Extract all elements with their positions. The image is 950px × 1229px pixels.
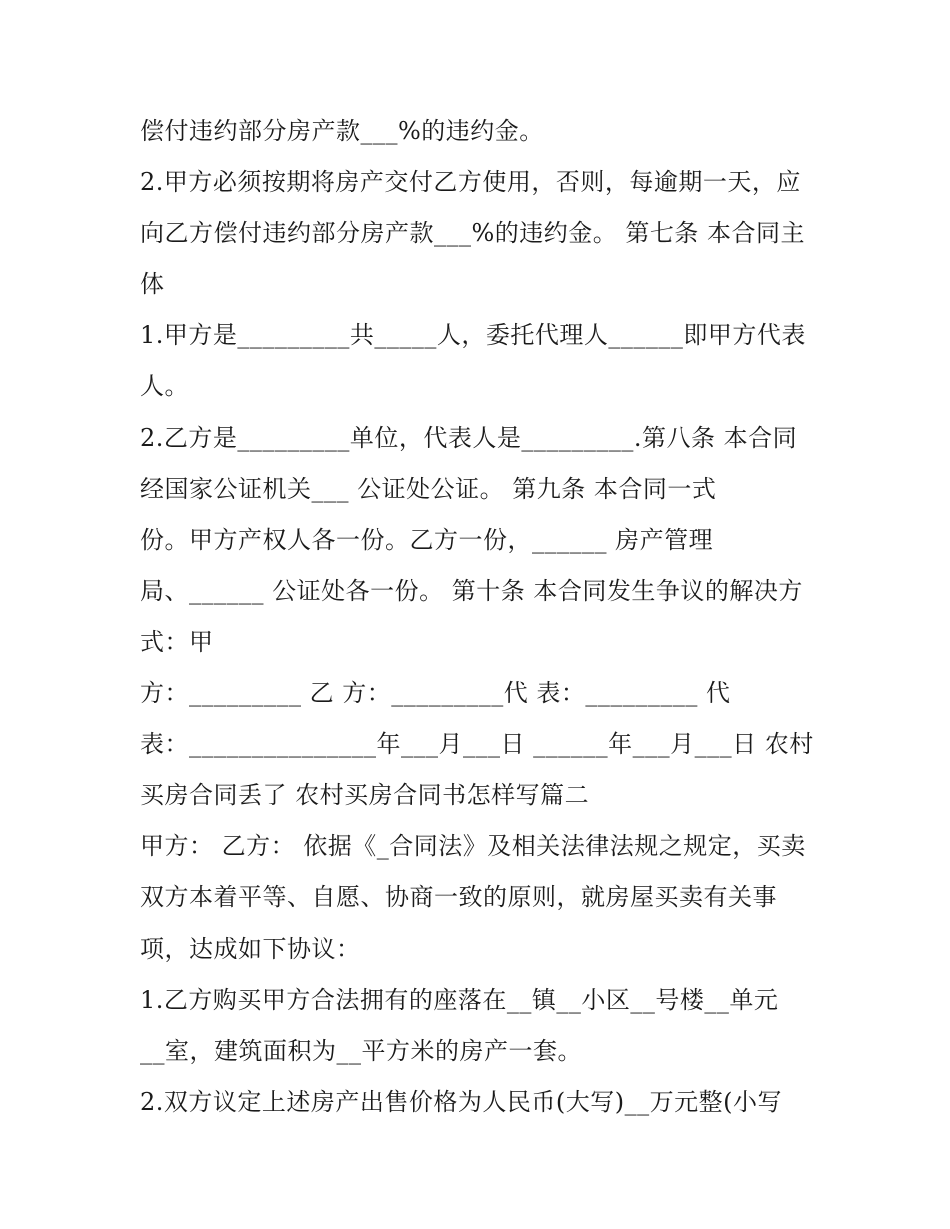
text-line: 双方本着平等、自愿、协商一致的原则，就房屋买卖有关事 — [140, 883, 777, 912]
text-line: 份。甲方产权人各一份。乙方一份，______ 房产管理 — [140, 525, 714, 554]
text-line: 局、______ 公证处各一份。 第十条 本合同发生争议的解决方 — [140, 576, 803, 605]
text-line: 2.甲方必须按期将房产交付乙方使用，否则，每逾期一天，应 — [140, 168, 801, 197]
text-line: 经国家公证机关___ 公证处公证。 第九条 本合同一式 — [140, 474, 717, 503]
text-line: 1.乙方购买甲方合法拥有的座落在__镇__小区__号楼__单元 — [140, 985, 779, 1014]
text-line: 项，达成如下协议： — [140, 934, 361, 963]
text-line: 表：_______________年___月___日 ______年___月___日 农村 — [140, 730, 814, 759]
text-line: 方：_________ 乙 方：_________代 表：_________ 代 — [140, 679, 731, 708]
text-line: 买房合同丢了 农村买房合同书怎样写篇二 — [140, 781, 590, 810]
text-line: 2.乙方是_________单位，代表人是_________.第八条 本合同 — [140, 423, 798, 452]
text-line: 甲方： 乙方： 依据《_合同法》及相关法律法规之规定，买卖 — [140, 832, 806, 861]
text-line: __室，建筑面积为__平方米的房产一套。 — [140, 1036, 582, 1065]
contract-text — [140, 106, 820, 1128]
text-line: 偿付违约部分房产款___%的违约金。 — [140, 117, 544, 145]
text-line: 向乙方偿付违约部分房产款___%的违约金。 第七条 本合同主 — [140, 219, 806, 248]
text-line: 体 — [140, 270, 165, 299]
text-line: 1.甲方是_________共_____人，委托代理人______即甲方代表 — [140, 321, 806, 350]
text-line: 人。 — [140, 372, 189, 401]
text-line: 2.双方议定上述房产出售价格为人民币(大写)__万元整(小写 — [140, 1087, 782, 1116]
text-line: 式：甲 — [140, 627, 214, 656]
